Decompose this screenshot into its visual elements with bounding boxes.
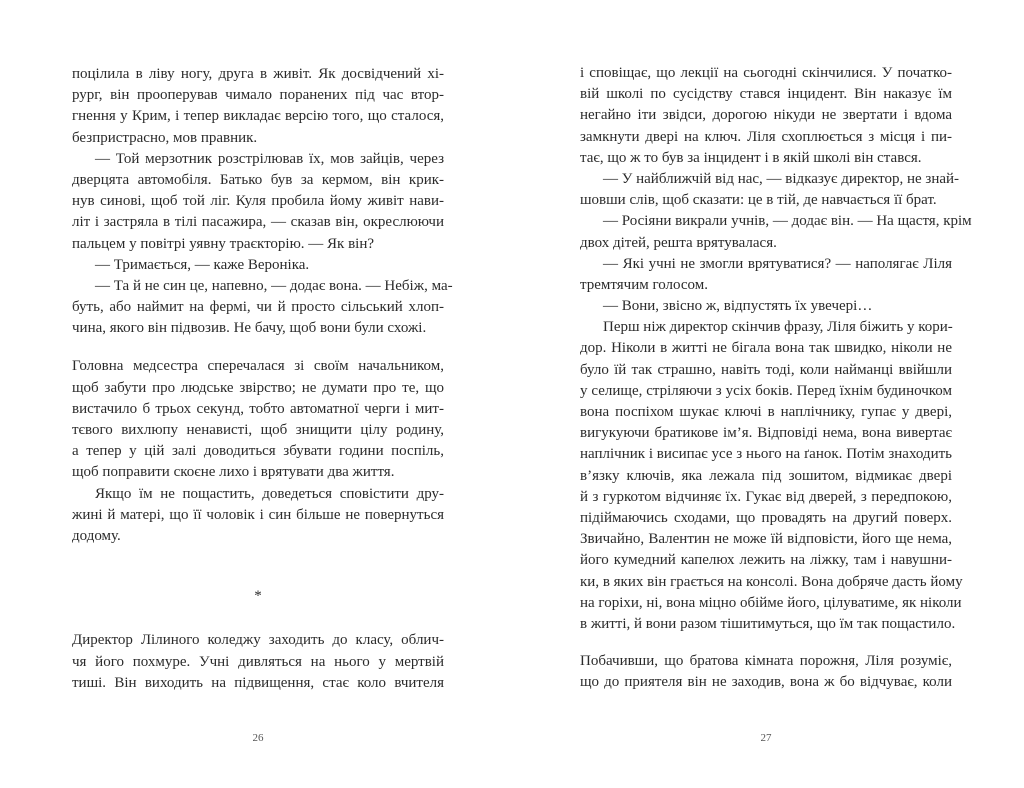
text-line: додому.: [72, 527, 121, 544]
text-line: шовши слів, щоб сказати: це в тій, де навчається її брат.: [580, 192, 937, 209]
text-line: замкнути двері на ключ. Ліля схоплюється з місця і пи-: [580, 128, 952, 145]
text-section: [72, 64, 453, 339]
text-line: Побачивши, що братова кімната порожня, Ліля розуміє,: [580, 653, 952, 670]
text-line: рург, він прооперував чимало поранених під час втор-: [72, 87, 444, 104]
paragraph: [72, 255, 444, 276]
text-line: — Та й не син це, напевно, — додає вона. — Небіж, ма-: [95, 277, 453, 294]
paragraph: [580, 651, 952, 693]
text-line: ки, в яких він грається на консолі. Вона добряче дасть йому: [580, 573, 963, 590]
text-line: підіймаючись сходами, що провадять на другий поверх.: [580, 509, 952, 526]
text-line: — Вони, звісно ж, відпустять їх увечері…: [603, 298, 873, 315]
text-line: пальцем у повітрі уявну траєкторію. — Як він?: [72, 235, 375, 252]
left-page-text: [72, 64, 453, 694]
text-line: Перш ніж директор скінчив фразу, Ліля біжить у кори-: [603, 319, 953, 336]
paragraph: [580, 169, 960, 211]
text-line: і сповіщає, що лекції на сьогодні скінчилися. У початко-: [580, 65, 952, 81]
text-line: чина, якого він підвозив. Не бачу, щоб вони були схожі.: [72, 320, 427, 337]
paragraph: [580, 254, 952, 296]
text-line: Звичайно, Валентин не може їй відповісти, його ще нема,: [580, 531, 952, 548]
text-line: чя його похмуре. Учні дивляться на нього у мертвій: [72, 653, 444, 670]
paragraph: [72, 276, 453, 340]
page-number-left: 26: [252, 732, 264, 744]
text-line: на горіхи, ні, вона міцно обійме його, цілуватиме, як ніколи: [580, 594, 962, 611]
text-line: вигукуючи братикове ім’я. Відповіді нема, вона вивертає: [580, 425, 952, 442]
text-line: в житті, й вони разом тішитимуться, що їм так пощастило.: [580, 615, 956, 632]
text-line: що до приятеля він не заходив, вона ж бо відчуває, коли: [580, 674, 952, 691]
text-line: поцілила в ліву ногу, друга в живіт. Як досвідчений хі-: [72, 66, 444, 82]
text-line: тєвого вихлюпу ненависті, щоб знищити цілу родину,: [72, 422, 444, 438]
paragraph: [580, 296, 952, 317]
text-line: — Які учні не змогли врятуватися? — наполягає Ліля: [603, 255, 952, 272]
text-line: наплічник і висипає усе з нього на ґанок. Потім знаходить: [580, 446, 952, 463]
text-line: літ і застряла в тілі пасажира, — сказав він, окреслюючи: [72, 214, 444, 231]
text-line: Головна медсестра сперечалася зі своїм начальником,: [72, 358, 444, 375]
text-line: — Тримається, — каже Вероніка.: [95, 256, 310, 273]
text-line: вона поспіхом шукає ключі в наплічнику, гупає у двері,: [580, 404, 952, 420]
text-line: щоб поправити скоєне лихо і врятувати два життя.: [72, 464, 395, 481]
text-line: — Росіяни викрали учнів, — додає він. — На щастя, крім: [603, 213, 972, 230]
paragraph: [72, 356, 444, 483]
text-line: — Той мерзотник розстрілював їх, мов зайців, через: [95, 150, 444, 167]
text-line: — У найближчій від нас, — відказує директор, не знай-: [603, 170, 960, 187]
text-line: тає, що ж то був за інцидент і в якій школі він стався.: [580, 149, 922, 166]
text-line: Якщо їм не пощастить, доведеться сповістити дру-: [95, 485, 444, 502]
page-number-right: 27: [760, 732, 772, 744]
text-line: дор. Ніколи в житті не бігала вона так швидко, ніколи не: [580, 340, 952, 357]
text-line: в’язку ключів, яка лежала під зошитом, відмикає двері: [580, 467, 952, 484]
paragraph: [72, 149, 444, 255]
text-line: дверцята автомобіля. Батько був за кермом, він крик-: [72, 171, 444, 188]
text-line: жині й матері, що її чоловік і син більше не повернуться: [72, 506, 444, 523]
paragraph: [580, 317, 963, 635]
paragraph: [72, 484, 444, 548]
text-line: у селище, стріляючи з усіх боків. Перед їхнім будиночком: [580, 382, 952, 399]
text-section: [580, 651, 952, 693]
text-line: буть, або наймит на фермі, чи й просто сільський хлоп-: [72, 299, 444, 316]
right-page-text: [580, 63, 972, 693]
paragraph: [72, 630, 444, 694]
text-line: нув синові, щоб той ліг. Куля пробила йому живіт нави-: [72, 193, 444, 210]
text-line: його кумедний капелюх лежить на ліжку, там і навушни-: [580, 552, 952, 569]
paragraph: [580, 211, 972, 253]
text-line: а тепер у цій залі доводиться збувати години поспіль,: [72, 443, 444, 460]
section-separator: *: [254, 588, 262, 605]
text-line: тиші. Він виходить на підвищення, стає коло вчителя: [72, 674, 444, 691]
text-line: було їй так страшно, навіть тоді, коли найманці ввійшли: [580, 361, 952, 378]
paragraph: [72, 64, 444, 149]
text-section: [580, 63, 972, 635]
paragraph: [580, 63, 952, 169]
text-line: Директор Лілиного коледжу заходить до класу, облич-: [72, 632, 444, 649]
text-line: вій школі по сусідству стався інцидент. Він наказує їм: [580, 86, 952, 103]
text-section: [72, 630, 444, 694]
text-line: й з гуркотом відчиняє їх. Гукає від дверей, з передпокою,: [580, 488, 952, 505]
text-line: вистачило б трьох секунд, тобто автоматної черги і мит-: [72, 400, 444, 417]
text-section: [72, 356, 444, 547]
text-line: гнення у Крим, і тепер викладає версію того, що сталося,: [72, 108, 444, 125]
text-line: двох дітей, решта врятувалася.: [580, 234, 777, 251]
text-line: негайно іти звідси, дорогою нікуди не звертати і вдома: [580, 107, 952, 124]
text-line: тремтячим голосом.: [580, 276, 709, 293]
text-line: безпристрасно, мов правник.: [72, 129, 258, 146]
text-line: щоб забути про людське звірство; не думати про те, що: [72, 379, 444, 396]
